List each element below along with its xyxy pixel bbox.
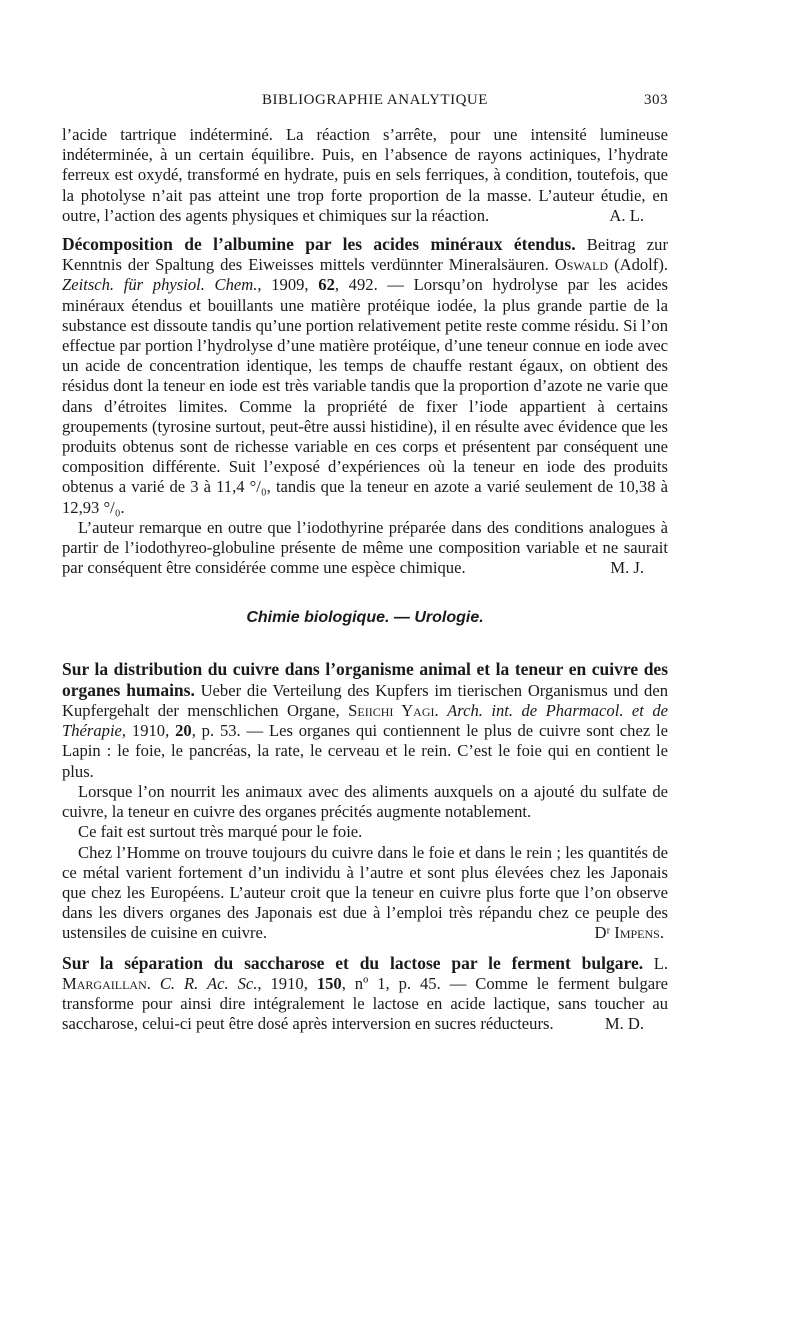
article-saccharose-journal: C. R. Ac. Sc. [159, 973, 258, 993]
article-cuivre-author: Seiichi Yagi [348, 701, 435, 721]
article-albumine [62, 234, 668, 578]
article-cuivre-title: Sur la distribution du cuivre dans l’organisme animal et la teneur en cuivre des organes humains. [62, 658, 668, 700]
section-heading: Chimie biologique. — Urologie. [246, 609, 484, 627]
article-saccharose-text: , nº 1, p. 45. — Comme le ferment bulgare transforme pour ainsi dire intégralement le lactose en acide lactique, sans toucher au saccharose, celui-ci peut être dosé après interversion en sucres réducteurs. [62, 973, 669, 1034]
article-cuivre-signature [579, 923, 668, 943]
article-cuivre-year: , 1910, [121, 721, 176, 741]
page-body [62, 125, 668, 1034]
article-cuivre-para3: Ce fait est surtout très marqué pour le foie. [78, 822, 363, 842]
continuation-paragraph [62, 125, 668, 226]
article-saccharose-signature: M. D. [604, 1014, 644, 1034]
article-saccharose-year: , 1910, [257, 973, 317, 993]
article-albumine-text: , 492. — Lorsqu’on hydrolyse par les acides minéraux étendus et bouillants une matière protéique iodée, la plus grande partie de la substance est dissoute tandis qu’une portion relativement petite reste comme résidu. Si l’on effectue par portion l’hydrolyse d’une matière protéique, d’une teneur connue en iode avec un acide de concentration identique, les temps de chauffe restant égaux, on obtient des résidus dont la teneur en iode est très variable tandis que la proportion d’azote ne varie que dans d’étroites limites. Comme la propriété de fixer l’iode appartient à certains groupements (tyrosine surtout, peut-être aussi histidine), il en résulte avec évidence que les produits obtenus sont de richesse variable en ces corps et présentent par conséquent une composition différente. Suit l’exposé d’expériences où la teneur en iode des produits obtenus a varié de 3 à 11,4 °/₀, tandis que la teneur en azote a varié seulement de 10,38 à 12,93 °/₀. [62, 275, 669, 517]
article-albumine-para2 [62, 518, 668, 579]
running-title: BIBLIOGRAPHIE ANALYTIQUE [262, 92, 488, 108]
article-saccharose-title: Sur la séparation du saccharose et du lactose par le ferment bulgare. [62, 952, 644, 973]
continuation-text: l’acide tartrique indéterminé. La réaction s’arrête, pour une intensité lumineuse indéterminée, à un certain équilibre. Puis, en l’absence de rayons actiniques, l’hydrate ferreux est oxydé, transformé en hydrate, puis en sels ferriques, à condition, toutefois, que la photolyse n’ait pas atteint une trop forte proportion de la masse. L’auteur étudie, en outre, l’action des agents physiques et chimiques sur la réaction. [62, 125, 668, 225]
article-cuivre-sep: . [434, 701, 448, 721]
article-albumine-ref-pre: Beitrag zur Kenntnis der Spaltung des Eiweisses mittels verdünnter Mineralsäuren. [62, 235, 668, 275]
article-albumine-volume: 62 [318, 275, 335, 295]
article-cuivre-text: , p. 53. — Les organes qui contiennent le plus de cuivre sont chez le Lapin : le foie, le pancréas, la rate, le cerveau et le rein. C’est le foie qui en contient le plus. [62, 721, 668, 781]
article-albumine-title: Décomposition de l’albumine par les acides minéraux étendus. [62, 234, 576, 255]
page-number: 303 [644, 92, 668, 108]
signature-name: Impens [614, 923, 660, 943]
article-albumine-body [62, 234, 668, 518]
article-albumine-signature: M. J. [610, 558, 644, 578]
article-albumine-year: , 1909, [257, 275, 319, 295]
article-cuivre-body [62, 659, 668, 782]
article-cuivre-para4 [62, 843, 668, 944]
article-cuivre [62, 659, 668, 944]
continuation-signature: A. L. [609, 205, 644, 225]
article-saccharose-author: Margaillan [62, 973, 147, 993]
article-saccharose [62, 953, 668, 1035]
running-header [62, 92, 668, 112]
article-albumine-author-rest: (Adolf). [608, 255, 668, 275]
article-albumine-para2-text: L’auteur remarque en outre que l’iodothyrine préparée dans des conditions analogues à partir de l’iodothyreo-globuline présente de même une composition variable et ne saurait par conséquent être considérée comme une espèce chimique. [62, 517, 668, 578]
signature-suffix: . [659, 923, 664, 943]
article-cuivre-para4-text: Chez l’Homme on trouve toujours du cuivre dans le foie et dans le rein ; les quantités de ce métal varient fortement d’un individu à l’autre et sont plus élevées chez les Japonais que chez les Européens. L’auteur croit que la teneur en cuivre plus forte que l’on observe dans les divers organes des Japonais est due à l’emploi très répandu chez ce peuple des ustensiles de cuisine en cuivre. [62, 842, 668, 943]
article-saccharose-sep: . [146, 973, 160, 993]
article-saccharose-ref-pre: L. [643, 953, 668, 973]
article-cuivre-ref-pre: Ueber die Verteilung des Kupfers im tierischen Organismus und den Kupfergehalt der menschlichen Organe, [62, 680, 668, 721]
article-albumine-journal: Zeitsch. für physiol. Chem. [62, 275, 258, 295]
article-cuivre-para2: Lorsque l’on nourrit les animaux avec des aliments auxquels on a ajouté du sulfate de cuivre, la teneur en cuivre des organes précités augmente notablement. [62, 781, 668, 822]
article-saccharose-body [62, 953, 668, 1035]
article-cuivre-volume: 20 [175, 721, 192, 741]
article-albumine-author: Oswald [554, 255, 609, 275]
signature-prefix: Dʳ [594, 923, 615, 943]
article-cuivre-journal: Arch. int. de Pharmacol. et de Thérapie [62, 701, 669, 741]
article-saccharose-volume: 150 [316, 973, 342, 993]
